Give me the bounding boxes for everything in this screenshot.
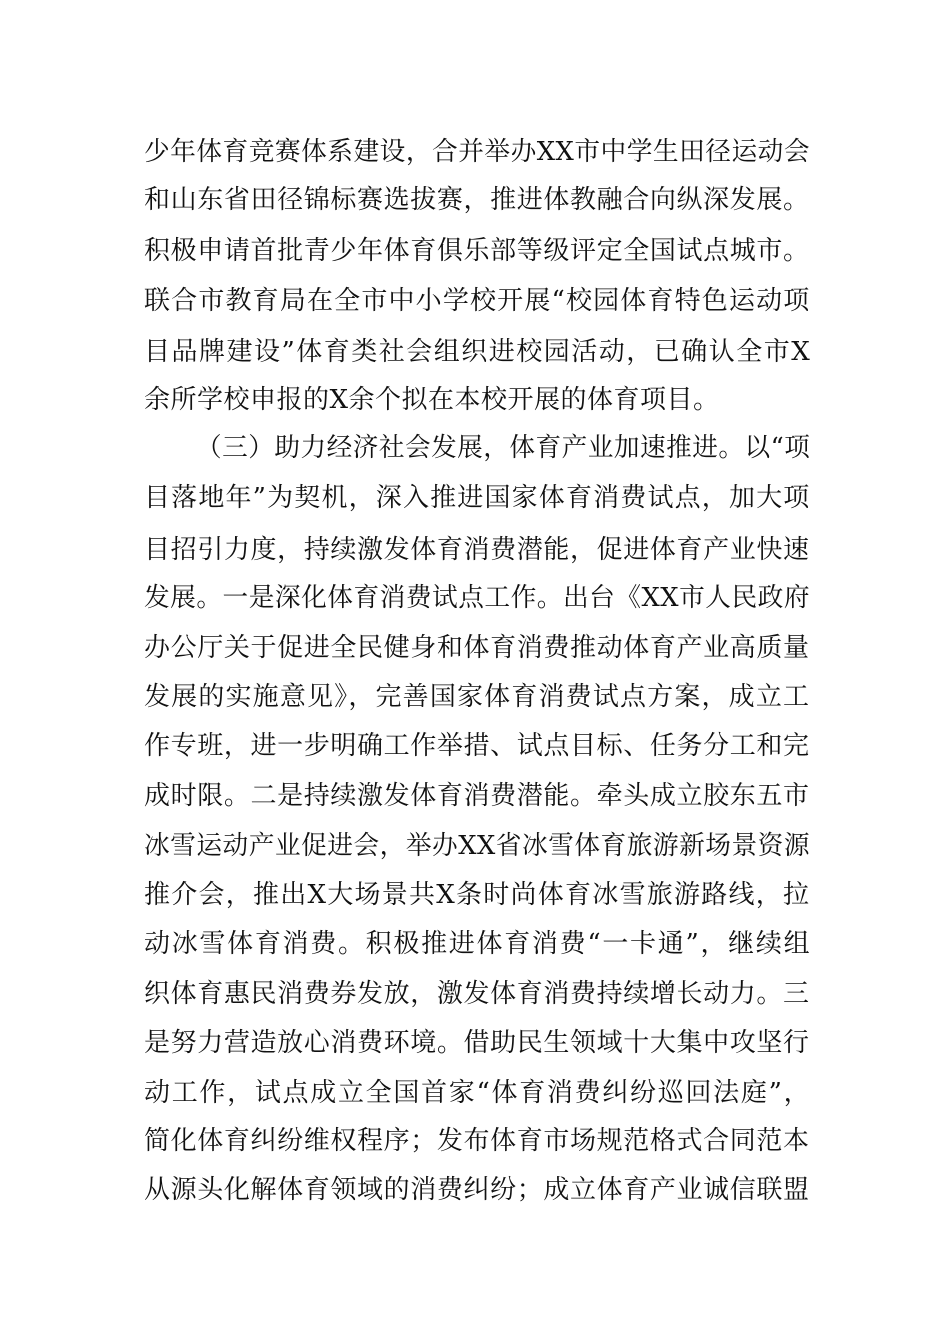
text-line: 联合市教育局在全市中小学校开展“校园体育特色运动项 [144, 286, 811, 316]
text-line: 发展的实施意见》，完善国家体育消费试点方案，成立工 [144, 682, 811, 712]
text-line: 动冰雪体育消费。积极推进体育消费“一卡通”，继续组 [144, 929, 812, 959]
text-line: 和山东省田径锦标赛选拔赛，推进体教融合向纵深发展。 [144, 185, 810, 215]
text-line: 是努力营造放心消费环境。借助民生领域十大集中攻坚行 [144, 1028, 810, 1058]
text-line: 冰雪运动产业促进会，举办XX省冰雪体育旅游新场景资源 [144, 831, 811, 861]
text-line: 简化体育纠纷维权程序；发布体育市场规范格式合同范本 [144, 1126, 810, 1156]
text-line: 目招引力度，持续激发体育消费潜能，促进体育产业快速 [144, 535, 810, 565]
text-line: 织体育惠民消费券发放，激发体育消费持续增长动力。三 [144, 979, 810, 1009]
section-heading-line: （三）助力经济社会发展，体育产业加速推进。以“项 [196, 433, 811, 463]
text-line: 积极申请首批青少年体育俱乐部等级评定全国试点城市。 [144, 236, 810, 266]
text-line: 推介会，推出X大场景共X条时尚体育冰雪旅游路线，拉 [144, 880, 811, 910]
text-line: 少年体育竞赛体系建设，合并举办XX市中学生田径运动会 [144, 137, 811, 167]
text-line: 目落地年”为契机，深入推进国家体育消费试点，加大项 [144, 483, 811, 513]
text-line: 余所学校申报的X余个拟在本校开展的体育项目。 [144, 385, 720, 415]
text-line: 作专班，进一步明确工作举措、试点目标、任务分工和完 [144, 731, 810, 761]
text-line: 动工作，试点成立全国首家“体育消费纠纷巡回法庭”， [144, 1078, 812, 1108]
text-line: 成时限。二是持续激发体育消费潜能。牵头成立胶东五市 [144, 781, 810, 811]
text-line: 目品牌建设”体育类社会组织进校园活动，已确认全市X [144, 337, 812, 367]
text-line: 从源头化解体育领域的消费纠纷；成立体育产业诚信联盟 [144, 1175, 810, 1205]
text-line: 办公厅关于促进全民健身和体育消费推动体育产业高质量 [144, 633, 810, 663]
text-line: 发展。一是深化体育消费试点工作。出台《XX市人民政府 [144, 583, 811, 613]
